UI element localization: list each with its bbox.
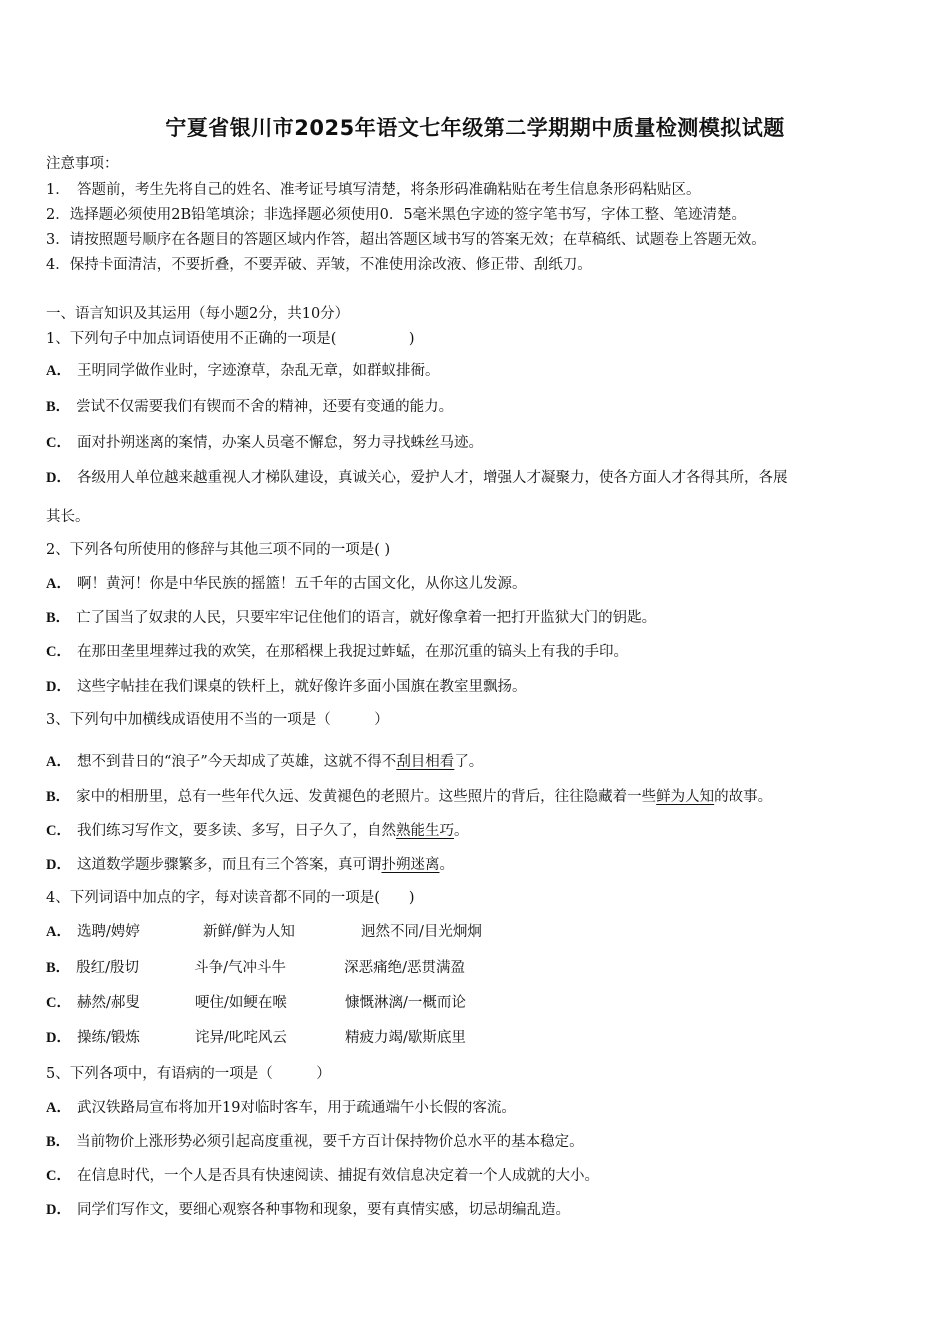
notice-item-1: 1． 答题前，考生先将自己的姓名、准考证号填写清楚，将条形码准确粘贴在考生信息条形码粘贴区。 <box>46 182 701 198</box>
option-letter: B． <box>46 610 71 626</box>
word-pair: 哽住/如鲠在喉 <box>194 995 287 1011</box>
q3-option-c <box>46 819 468 840</box>
notice-item-2: 2．选择题必须使用2B铅笔填涂；非选择题必须使用0．5毫米黑色字迹的签字笔书写，字体工整、笔迹清楚。 <box>46 207 747 223</box>
q5-option-d <box>46 1198 570 1219</box>
underlined-idiom: 扑朔迷离 <box>381 857 440 873</box>
option-letter: B． <box>46 399 71 415</box>
q5-option-a <box>46 1096 516 1117</box>
option-letter: C． <box>46 995 71 1011</box>
word-pair: 精疲力竭/歇斯底里 <box>344 1030 466 1046</box>
q2-option-c <box>46 640 628 661</box>
word-pair: 新鲜/鲜为人知 <box>202 924 295 940</box>
word-pair: 深恶痛绝/恶贯满盈 <box>344 960 466 976</box>
q3-option-d <box>46 853 454 874</box>
option-text: 想不到昔日的“浪子”今天却成了英雄，这就不得不 <box>76 754 397 770</box>
option-text: 王明同学做作业时，字迹潦草，杂乱无章，如群蚁排衙。 <box>76 363 440 379</box>
word-pair: 赫然/郝叟 <box>76 995 140 1011</box>
option-text: 家中的相册里，总有一些年代久远、发黄褪色的老照片。这些照片的背后，往往隐藏着一些 <box>76 789 657 805</box>
option-text: 。 <box>439 857 454 873</box>
q5-stem: 5、下列各项中，有语病的一项是（ ） <box>46 1066 331 1082</box>
option-text: 了。 <box>454 754 484 770</box>
option-text: 武汉铁路局宣布将加开19对临时客车，用于疏通端午小长假的客流。 <box>76 1100 516 1116</box>
q4-stem: 4、下列词语中加点的字，每对读音都不同的一项是( ) <box>46 890 415 906</box>
word-pair: 迥然不同/目光炯炯 <box>360 924 482 940</box>
underlined-idiom: 熟能生巧 <box>395 823 454 839</box>
q3-stem: 3、下列句中加横线成语使用不当的一项是（ ） <box>46 712 389 728</box>
notice-item-3: 3．请按照题号顺序在各题目的答题区域内作答，超出答题区域书写的答案无效；在草稿纸、试题卷上答题无效。 <box>46 232 766 248</box>
option-letter: B． <box>46 1134 71 1150</box>
option-letter: C． <box>46 435 71 451</box>
option-letter: D． <box>46 470 71 486</box>
option-letter: A． <box>46 363 71 379</box>
option-text: 面对扑朔迷离的案情，办案人员毫不懈怠，努力寻找蛛丝马迹。 <box>76 435 483 451</box>
q1-option-d <box>46 466 787 487</box>
option-letter: A． <box>46 576 71 592</box>
option-letter: D． <box>46 1030 71 1046</box>
q5-option-c <box>46 1164 599 1185</box>
option-letter: D． <box>46 857 71 873</box>
option-text: 尝试不仅需要我们有锲而不舍的精神，还要有变通的能力。 <box>76 399 454 415</box>
underlined-idiom: 鲜为人知 <box>656 789 715 805</box>
q1-option-c <box>46 431 483 452</box>
option-text: 在那田垄里埋葬过我的欢笑，在那稻棵上我捉过蚱蜢，在那沉重的镐头上有我的手印。 <box>76 644 628 660</box>
q1-option-d-cont: 其长。 <box>46 509 90 525</box>
option-text: 当前物价上涨形势必须引起高度重视，要千方百计保持物价总水平的基本稳定。 <box>76 1134 584 1150</box>
word-pair: 选聘/娉婷 <box>76 924 140 940</box>
word-pair: 慷慨淋漓/一概而论 <box>344 995 466 1011</box>
page-title: 宁夏省银川市2025年语文七年级第二学期期中质量检测模拟试题 <box>165 116 785 140</box>
option-text: 同学们写作文，要细心观察各种事物和现象，要有真情实感，切忌胡编乱造。 <box>76 1202 570 1218</box>
option-text: 各级用人单位越来越重视人才梯队建设，真诚关心，爱护人才，增强人才凝聚力，使各方面人才各得其所，各展 <box>76 470 788 486</box>
q4-option-b <box>46 956 465 977</box>
option-letter: B． <box>46 960 71 976</box>
q1-option-b <box>46 395 453 416</box>
q3-option-b <box>46 785 772 806</box>
q1-stem: 1、下列句子中加点词语使用不正确的一项是( ) <box>46 331 415 347</box>
option-text: 在信息时代，一个人是否具有快速阅读、捕捉有效信息决定着一个人成就的大小。 <box>76 1168 599 1184</box>
word-pair: 操练/锻炼 <box>76 1030 140 1046</box>
option-letter: C． <box>46 823 71 839</box>
q2-option-d <box>46 675 526 696</box>
option-letter: A． <box>46 1100 71 1116</box>
option-text: 这道数学题步骤繁多，而且有三个答案，真可谓 <box>76 857 382 873</box>
option-letter: A． <box>46 924 71 940</box>
option-text: 。 <box>453 823 469 839</box>
word-pair: 斗争/气冲斗牛 <box>194 960 287 976</box>
notice-heading: 注意事项： <box>46 156 119 172</box>
option-text: 的故事。 <box>714 789 773 805</box>
option-text: 这些字帖挂在我们课桌的铁杆上，就好像许多面小国旗在教室里飘扬。 <box>76 679 527 695</box>
option-letter: B． <box>46 789 71 805</box>
q2-option-a <box>46 572 526 593</box>
notice-item-4: 4．保持卡面清洁，不要折叠，不要弄破、弄皱，不准使用涂改液、修正带、刮纸刀。 <box>46 257 592 273</box>
word-pair: 殷红/殷切 <box>76 960 140 976</box>
option-text: 啊！黄河！你是中华民族的摇篮！五千年的古国文化，从你这儿发源。 <box>76 576 527 592</box>
q4-option-c <box>46 991 466 1012</box>
q5-option-b <box>46 1130 584 1151</box>
option-letter: A． <box>46 754 71 770</box>
q4-option-a <box>46 920 482 941</box>
option-letter: C． <box>46 644 71 660</box>
option-letter: D． <box>46 1202 71 1218</box>
option-letter: D． <box>46 679 71 695</box>
q2-stem: 2、下列各句所使用的修辞与其他三项不同的一项是( ) <box>46 542 391 558</box>
q2-option-b <box>46 606 656 627</box>
q3-option-a <box>46 750 483 771</box>
q1-option-a <box>46 359 439 380</box>
option-text: 我们练习写作文，要多读、多写，日子久了，自然 <box>76 823 396 839</box>
option-text: 亡了国当了奴隶的人民，只要牢牢记住他们的语言，就好像拿着一把打开监狱大门的钥匙。 <box>76 610 657 626</box>
word-pair: 诧异/叱咤风云 <box>194 1030 287 1046</box>
section-heading: 一、语言知识及其运用（每小题2分，共10分） <box>46 306 350 322</box>
q4-option-d <box>46 1026 466 1047</box>
underlined-idiom: 刮目相看 <box>396 754 455 770</box>
option-letter: C． <box>46 1168 71 1184</box>
